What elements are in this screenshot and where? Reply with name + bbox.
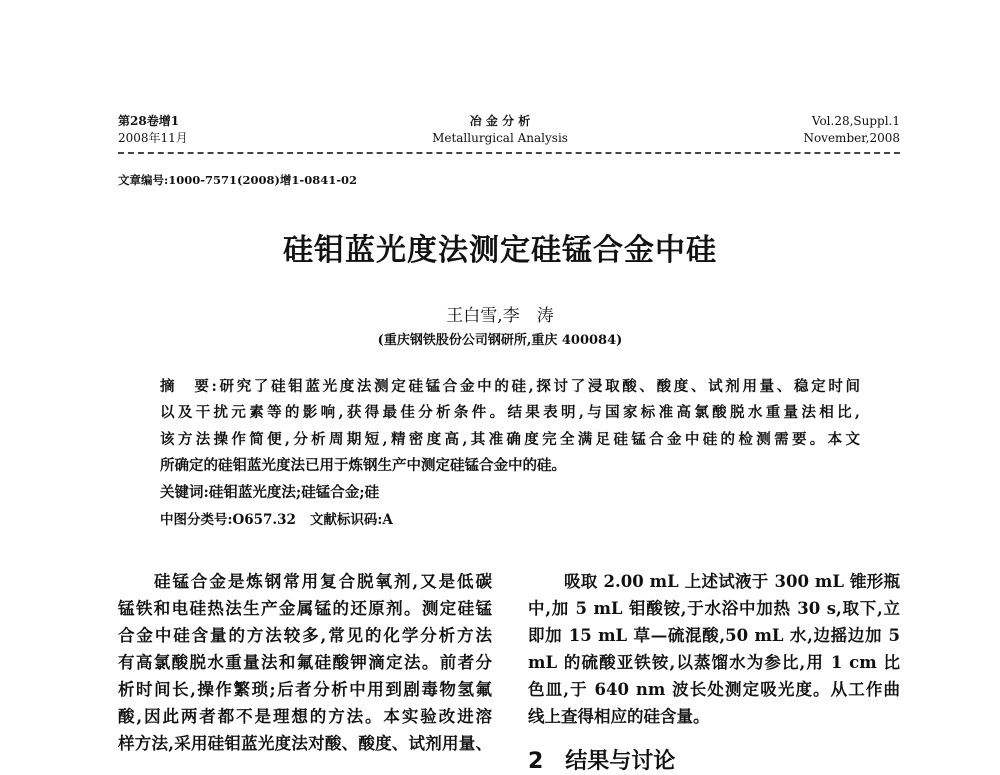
keywords-label: 关键词:: [160, 484, 209, 501]
journal-en: Metallurgical Analysis: [432, 131, 568, 145]
authors: 王白雪,李 涛: [446, 306, 554, 326]
abstract-label: 摘 要:: [160, 378, 217, 395]
body-line: 吸取 2.00 mL 上述试液于 300 mL 锥形瓶: [564, 572, 900, 591]
keywords: 关键词:硅钼蓝光度法;硅锰合金;硅: [160, 484, 380, 501]
abstract-line: 所确定的硅钼蓝光度法已用于炼钢生产中测定硅锰合金中的硅。: [160, 457, 566, 474]
body-line: 线上查得相应的硅含量。: [528, 707, 710, 726]
volume-en: Vol.28,Suppl.1: [811, 114, 900, 128]
article-number: 文章编号:1000-7571(2008)增1-0841-02: [118, 173, 357, 187]
section-heading: 2 结果与讨论: [528, 749, 676, 774]
body-line: 合金中硅含量的方法较多,常见的化学分析方法: [118, 626, 492, 645]
paper-title: 硅钼蓝光度法测定硅锰合金中硅: [283, 233, 717, 268]
body-line: 酸,因此两者都不是理想的方法。本实验改进溶: [118, 707, 492, 726]
body-line: 硅锰合金是炼钢常用复合脱氧剂,又是低碳: [154, 572, 492, 591]
classification: 中图分类号:O657.32 文献标识码:A: [160, 512, 393, 528]
body-line: 色皿,于 640 nm 波长处测定吸光度。从工作曲: [528, 680, 900, 699]
affiliation: (重庆钢铁股份公司钢研所,重庆 400084): [377, 333, 623, 348]
body-line: 析时间长,操作繁琐;后者分析中用到剧毒物氢氟: [118, 680, 492, 699]
body-line: 样方法,采用硅钼蓝光度法对酸、酸度、试剂用量、: [118, 734, 492, 753]
header-rule: [118, 152, 900, 154]
body-line: mL 的硫酸亚铁铵,以蒸馏水为参比,用 1 cm 比: [528, 653, 900, 672]
abstract-line: 摘 要:研究了硅钼蓝光度法测定硅锰合金中的硅,探讨了浸取酸、酸度、试剂用量、稳定时间: [160, 378, 860, 395]
body-line: 中,加 5 mL 钼酸铵,于水浴中加热 30 s,取下,立: [528, 599, 900, 618]
abstract-line: 以及干扰元素等的影响,获得最佳分析条件。结果表明,与国家标准高氯酸脱水重量法相比,: [160, 404, 860, 421]
body-line: 有高氯酸脱水重量法和氟硅酸钾滴定法。前者分: [118, 653, 492, 672]
journal-cn: 冶 金 分 析: [469, 114, 531, 128]
body-line: 锰铁和电硅热法生产金属锰的还原剂。测定硅锰: [118, 599, 492, 618]
date-en: November,2008: [803, 131, 900, 145]
body-line: 即加 15 mL 草—硫混酸,50 mL 水,边摇边加 5: [528, 626, 900, 645]
volume-cn: 第28卷增1: [118, 114, 180, 128]
date-cn: 2008年11月: [118, 131, 188, 145]
abstract-line: 该方法操作简便,分析周期短,精密度高,其准确度完全满足硅锰合金中硅的检测需要。本文: [160, 431, 860, 448]
